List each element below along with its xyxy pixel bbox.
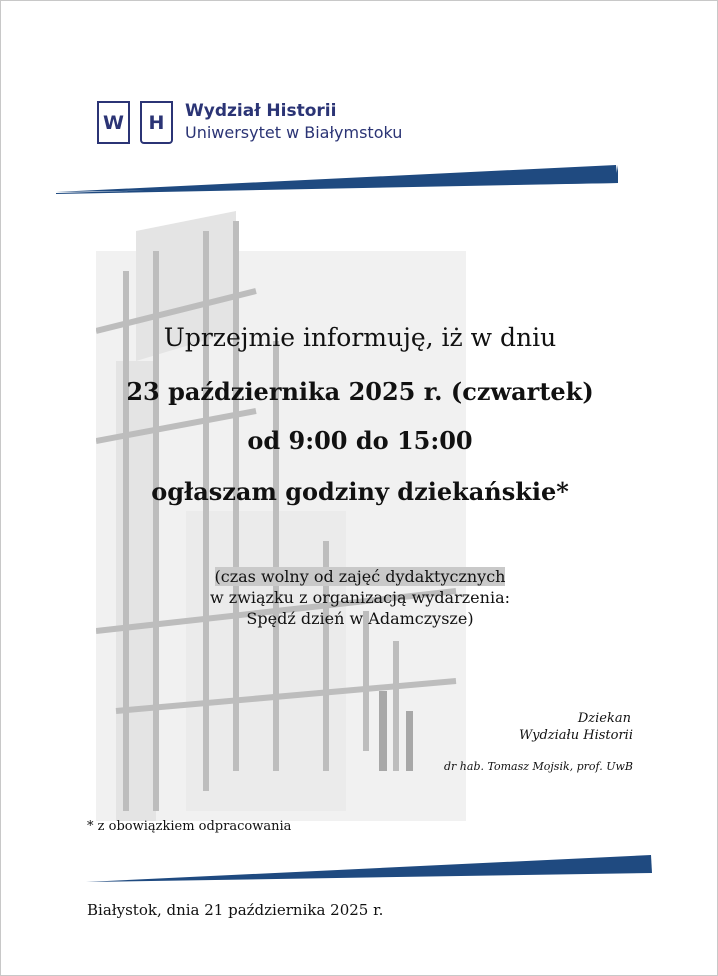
- note-line-2: w związku z organizacją wydarzenia:: [209, 588, 510, 607]
- event-hours: od 9:00 do 15:00: [247, 426, 473, 455]
- signature-name: dr hab. Tomasz Mojsik, prof. UwB: [444, 760, 633, 773]
- signature-unit: Wydziału Historii: [519, 728, 633, 743]
- logo-university-name: Uniwersytet w Białymstoku: [185, 123, 403, 142]
- footnote: * z obowiązkiem odpracowania: [87, 819, 292, 834]
- note: [1, 566, 718, 629]
- announcement-statement: ogłaszam godziny dziekańskie*: [151, 477, 569, 506]
- logo-letter-h: H: [140, 101, 173, 144]
- building-sketch-background: [96, 211, 466, 821]
- signature-title: Dziekan: [577, 711, 631, 726]
- event-date: 23 października 2025 r. (czwartek): [126, 377, 594, 406]
- logo-faculty-name: Wydział Historii: [185, 101, 337, 121]
- header-stripe: [56, 161, 621, 196]
- footer-stripe: [86, 851, 656, 886]
- note-line-3: Spędź dzień w Adamczysze): [246, 609, 474, 628]
- note-line-1: (czas wolny od zajęć dydaktycznych: [214, 567, 506, 586]
- intro-text: Uprzejmie informuję, iż w dniu: [163, 323, 557, 352]
- logo-letter-w: W: [97, 101, 130, 144]
- place-and-date: Białystok, dnia 21 października 2025 r.: [87, 901, 384, 919]
